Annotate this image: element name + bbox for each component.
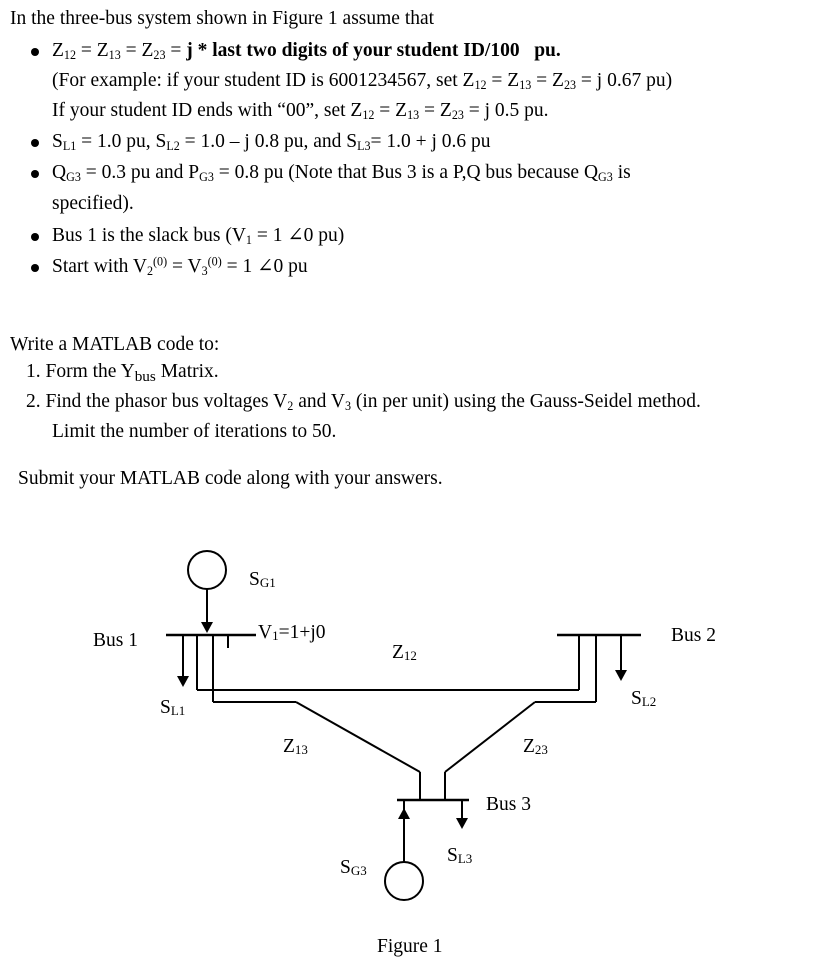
task-item-1: 1. Form the $Y_{bus}$ Matrix.	[26, 361, 219, 385]
ends-00-line: If your student ID ends with “00”, set $Z_{12} = Z_{13} = Z_{23} = j$ 0.5 pu.	[52, 100, 549, 123]
sg1-label: SG1	[249, 569, 276, 590]
task-heading: Write a MATLAB code to:	[10, 334, 220, 355]
z12-label: Z12	[392, 642, 417, 663]
z13-label: Z13	[283, 736, 308, 757]
intro-text: In the three-bus system shown in Figure 1 assume that	[10, 8, 435, 29]
impedance-line: $Z_{12} = Z_{13} = Z_{23} = j$ * last two digits of your student ID/100 pu.	[52, 40, 561, 63]
sl3-label: SL3	[447, 845, 473, 866]
sl1-label: SL1	[160, 697, 186, 718]
v1-label: V1=1+j0	[258, 622, 326, 643]
task-item-2: 2. Find the phasor bus voltages $V_2$ and $V_3$ (in per unit) using the Gauss-Seidel method.	[26, 391, 701, 414]
slack-bus-line: Bus 1 is the slack bus ($V_1 = 1$ ∠0 pu)	[52, 225, 345, 248]
bus2-label: Bus 2	[671, 625, 716, 646]
line-z13	[296, 702, 420, 772]
start-values-line: Start with $V_2^{(0)} = V_3^{(0)} = 1$ ∠0 pu	[52, 254, 308, 279]
generation-line-cont: specified).	[52, 193, 134, 214]
generation-line: $Q_{G3} = 0.3$ pu and $P_{G3} = 0.8$ pu (Note that Bus 3 is a P,Q bus because $Q_{G3}$ is	[52, 162, 631, 185]
bus1-label: Bus 1	[93, 630, 138, 651]
submit-text: Submit your MATLAB code along with your answers.	[18, 468, 443, 489]
arrow-up-icon	[398, 808, 410, 819]
z23-label: Z23	[523, 736, 548, 757]
arrow-down-icon	[201, 622, 213, 633]
arrow-down-icon	[177, 676, 189, 687]
arrow-down-icon	[615, 670, 627, 681]
sg3-label: SG3	[340, 857, 367, 878]
loads-line: $S_{L1} = 1.0$ pu, $S_{L2} = 1.0 - j$ 0.8 pu, and $S_{L3}= 1.0 + j$ 0.6 pu	[52, 131, 491, 154]
figure-caption: Figure 1	[377, 936, 443, 957]
arrow-down-icon	[456, 818, 468, 829]
bus3-label: Bus 3	[486, 794, 531, 815]
example-line: (For example: if your student ID is 6001234567, set $Z_{12} = Z_{13} = Z_{23} = j$ 0.67 pu)	[52, 70, 673, 93]
line-z23	[445, 702, 535, 772]
generator-g1-icon	[188, 551, 226, 589]
sl2-label: SL2	[631, 688, 657, 709]
task-item-2-cont: Limit the number of iterations to 50.	[52, 421, 337, 442]
generator-g3-icon	[385, 862, 423, 900]
